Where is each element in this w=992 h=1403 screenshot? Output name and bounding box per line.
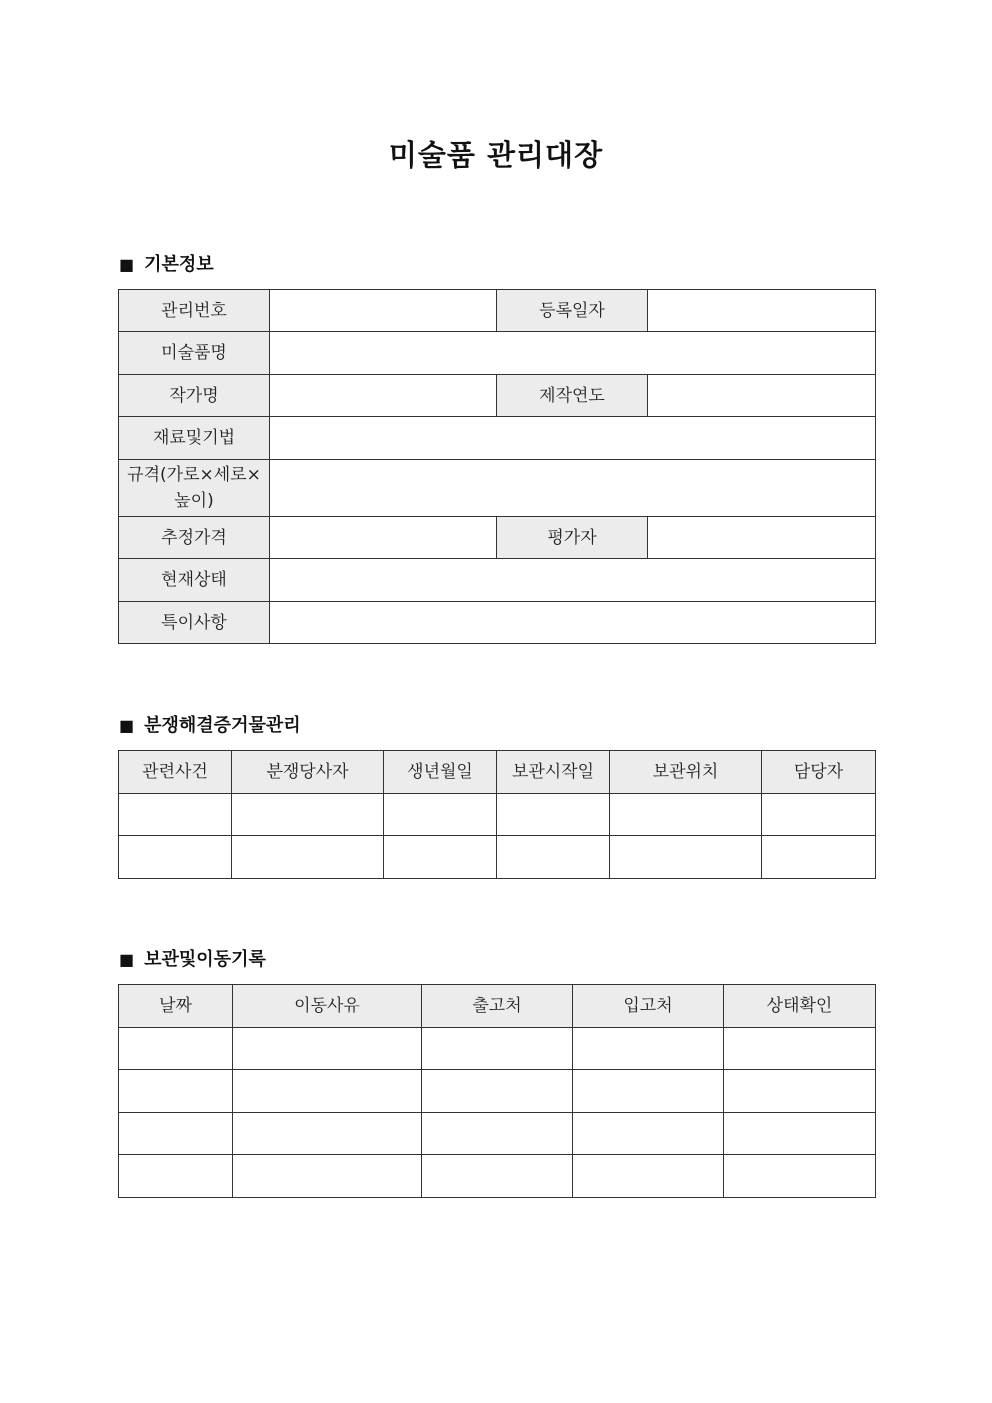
table-cell[interactable] (573, 1070, 724, 1113)
table-cell[interactable] (762, 836, 876, 879)
table-cell[interactable] (233, 1155, 422, 1198)
square-bullet-icon: ■ (119, 716, 135, 735)
table-cell[interactable] (384, 836, 497, 879)
table-cell[interactable] (573, 1028, 724, 1070)
reg-date-field[interactable] (648, 290, 876, 332)
table-cell[interactable] (233, 1028, 422, 1070)
section-heading-dispute (119, 714, 301, 738)
year-field[interactable] (648, 375, 876, 417)
table-cell[interactable] (497, 794, 610, 836)
condition-field[interactable] (270, 559, 876, 602)
table-cell[interactable] (762, 794, 876, 836)
table-row (119, 836, 876, 879)
table-cell[interactable] (422, 1028, 573, 1070)
label-size: 규격(가로×세로×높이) (119, 460, 270, 517)
column-header: 보관위치 (610, 751, 762, 794)
column-header: 생년월일 (384, 751, 497, 794)
table-row (119, 1028, 876, 1070)
column-header: 상태확인 (724, 985, 876, 1028)
table-row (119, 559, 876, 602)
column-header: 분쟁당사자 (232, 751, 384, 794)
table-cell[interactable] (119, 1028, 233, 1070)
document-title: 미술품 관리대장 (388, 138, 604, 172)
table-row (119, 602, 876, 644)
table-row (119, 1070, 876, 1113)
label-artwork-name: 미술품명 (119, 332, 270, 375)
table-row (119, 794, 876, 836)
label-remarks: 특이사항 (119, 602, 270, 644)
table-cell[interactable] (119, 794, 232, 836)
label-reg-date: 등록일자 (497, 290, 648, 332)
movement-log-table (118, 984, 876, 1198)
artwork-name-field[interactable] (270, 332, 876, 375)
material-field[interactable] (270, 417, 876, 460)
table-row (119, 290, 876, 332)
table-row (119, 1113, 876, 1155)
label-condition: 현재상태 (119, 559, 270, 602)
table-cell[interactable] (573, 1113, 724, 1155)
basic-info-table (118, 289, 876, 644)
price-field[interactable] (270, 517, 497, 559)
table-row (119, 417, 876, 460)
appraiser-field[interactable] (648, 517, 876, 559)
table-cell[interactable] (573, 1155, 724, 1198)
table-row (119, 375, 876, 417)
dispute-evidence-table (118, 750, 876, 879)
table-cell[interactable] (724, 1070, 876, 1113)
table-cell[interactable] (497, 836, 610, 879)
table-cell[interactable] (232, 836, 384, 879)
table-row (119, 460, 876, 517)
label-mgmt-no: 관리번호 (119, 290, 270, 332)
column-header: 이동사유 (233, 985, 422, 1028)
table-cell[interactable] (610, 794, 762, 836)
table-cell[interactable] (119, 1155, 233, 1198)
column-header: 날짜 (119, 985, 233, 1028)
label-artist: 작가명 (119, 375, 270, 417)
column-header: 담당자 (762, 751, 876, 794)
remarks-field[interactable] (270, 602, 876, 644)
table-cell[interactable] (422, 1070, 573, 1113)
table-row (119, 1155, 876, 1198)
section-heading-movement (119, 948, 266, 972)
label-year: 제작연도 (497, 375, 648, 417)
label-appraiser: 평가자 (497, 517, 648, 559)
table-cell[interactable] (724, 1155, 876, 1198)
label-material: 재료및기법 (119, 417, 270, 460)
table-cell[interactable] (422, 1113, 573, 1155)
column-header: 출고처 (422, 985, 573, 1028)
column-header: 입고처 (573, 985, 724, 1028)
table-cell[interactable] (233, 1070, 422, 1113)
mgmt-no-field[interactable] (270, 290, 497, 332)
table-cell[interactable] (724, 1028, 876, 1070)
section-heading-basic (119, 253, 214, 277)
label-price: 추정가격 (119, 517, 270, 559)
square-bullet-icon: ■ (119, 950, 135, 969)
column-header: 보관시작일 (497, 751, 610, 794)
table-header-row (119, 751, 876, 794)
table-cell[interactable] (724, 1113, 876, 1155)
table-cell[interactable] (119, 1113, 233, 1155)
column-header: 관련사건 (119, 751, 232, 794)
artist-field[interactable] (270, 375, 497, 417)
table-row (119, 517, 876, 559)
table-cell[interactable] (233, 1113, 422, 1155)
section-heading-label: 기본정보 (144, 254, 214, 275)
table-row (119, 332, 876, 375)
table-cell[interactable] (422, 1155, 573, 1198)
table-cell[interactable] (119, 836, 232, 879)
table-cell[interactable] (232, 794, 384, 836)
table-header-row (119, 985, 876, 1028)
size-field[interactable] (270, 460, 876, 517)
table-cell[interactable] (384, 794, 497, 836)
table-cell[interactable] (610, 836, 762, 879)
table-cell[interactable] (119, 1070, 233, 1113)
section-heading-label: 분쟁해결증거물관리 (144, 715, 301, 736)
section-heading-label: 보관및이동기록 (144, 949, 266, 970)
square-bullet-icon: ■ (119, 255, 135, 274)
